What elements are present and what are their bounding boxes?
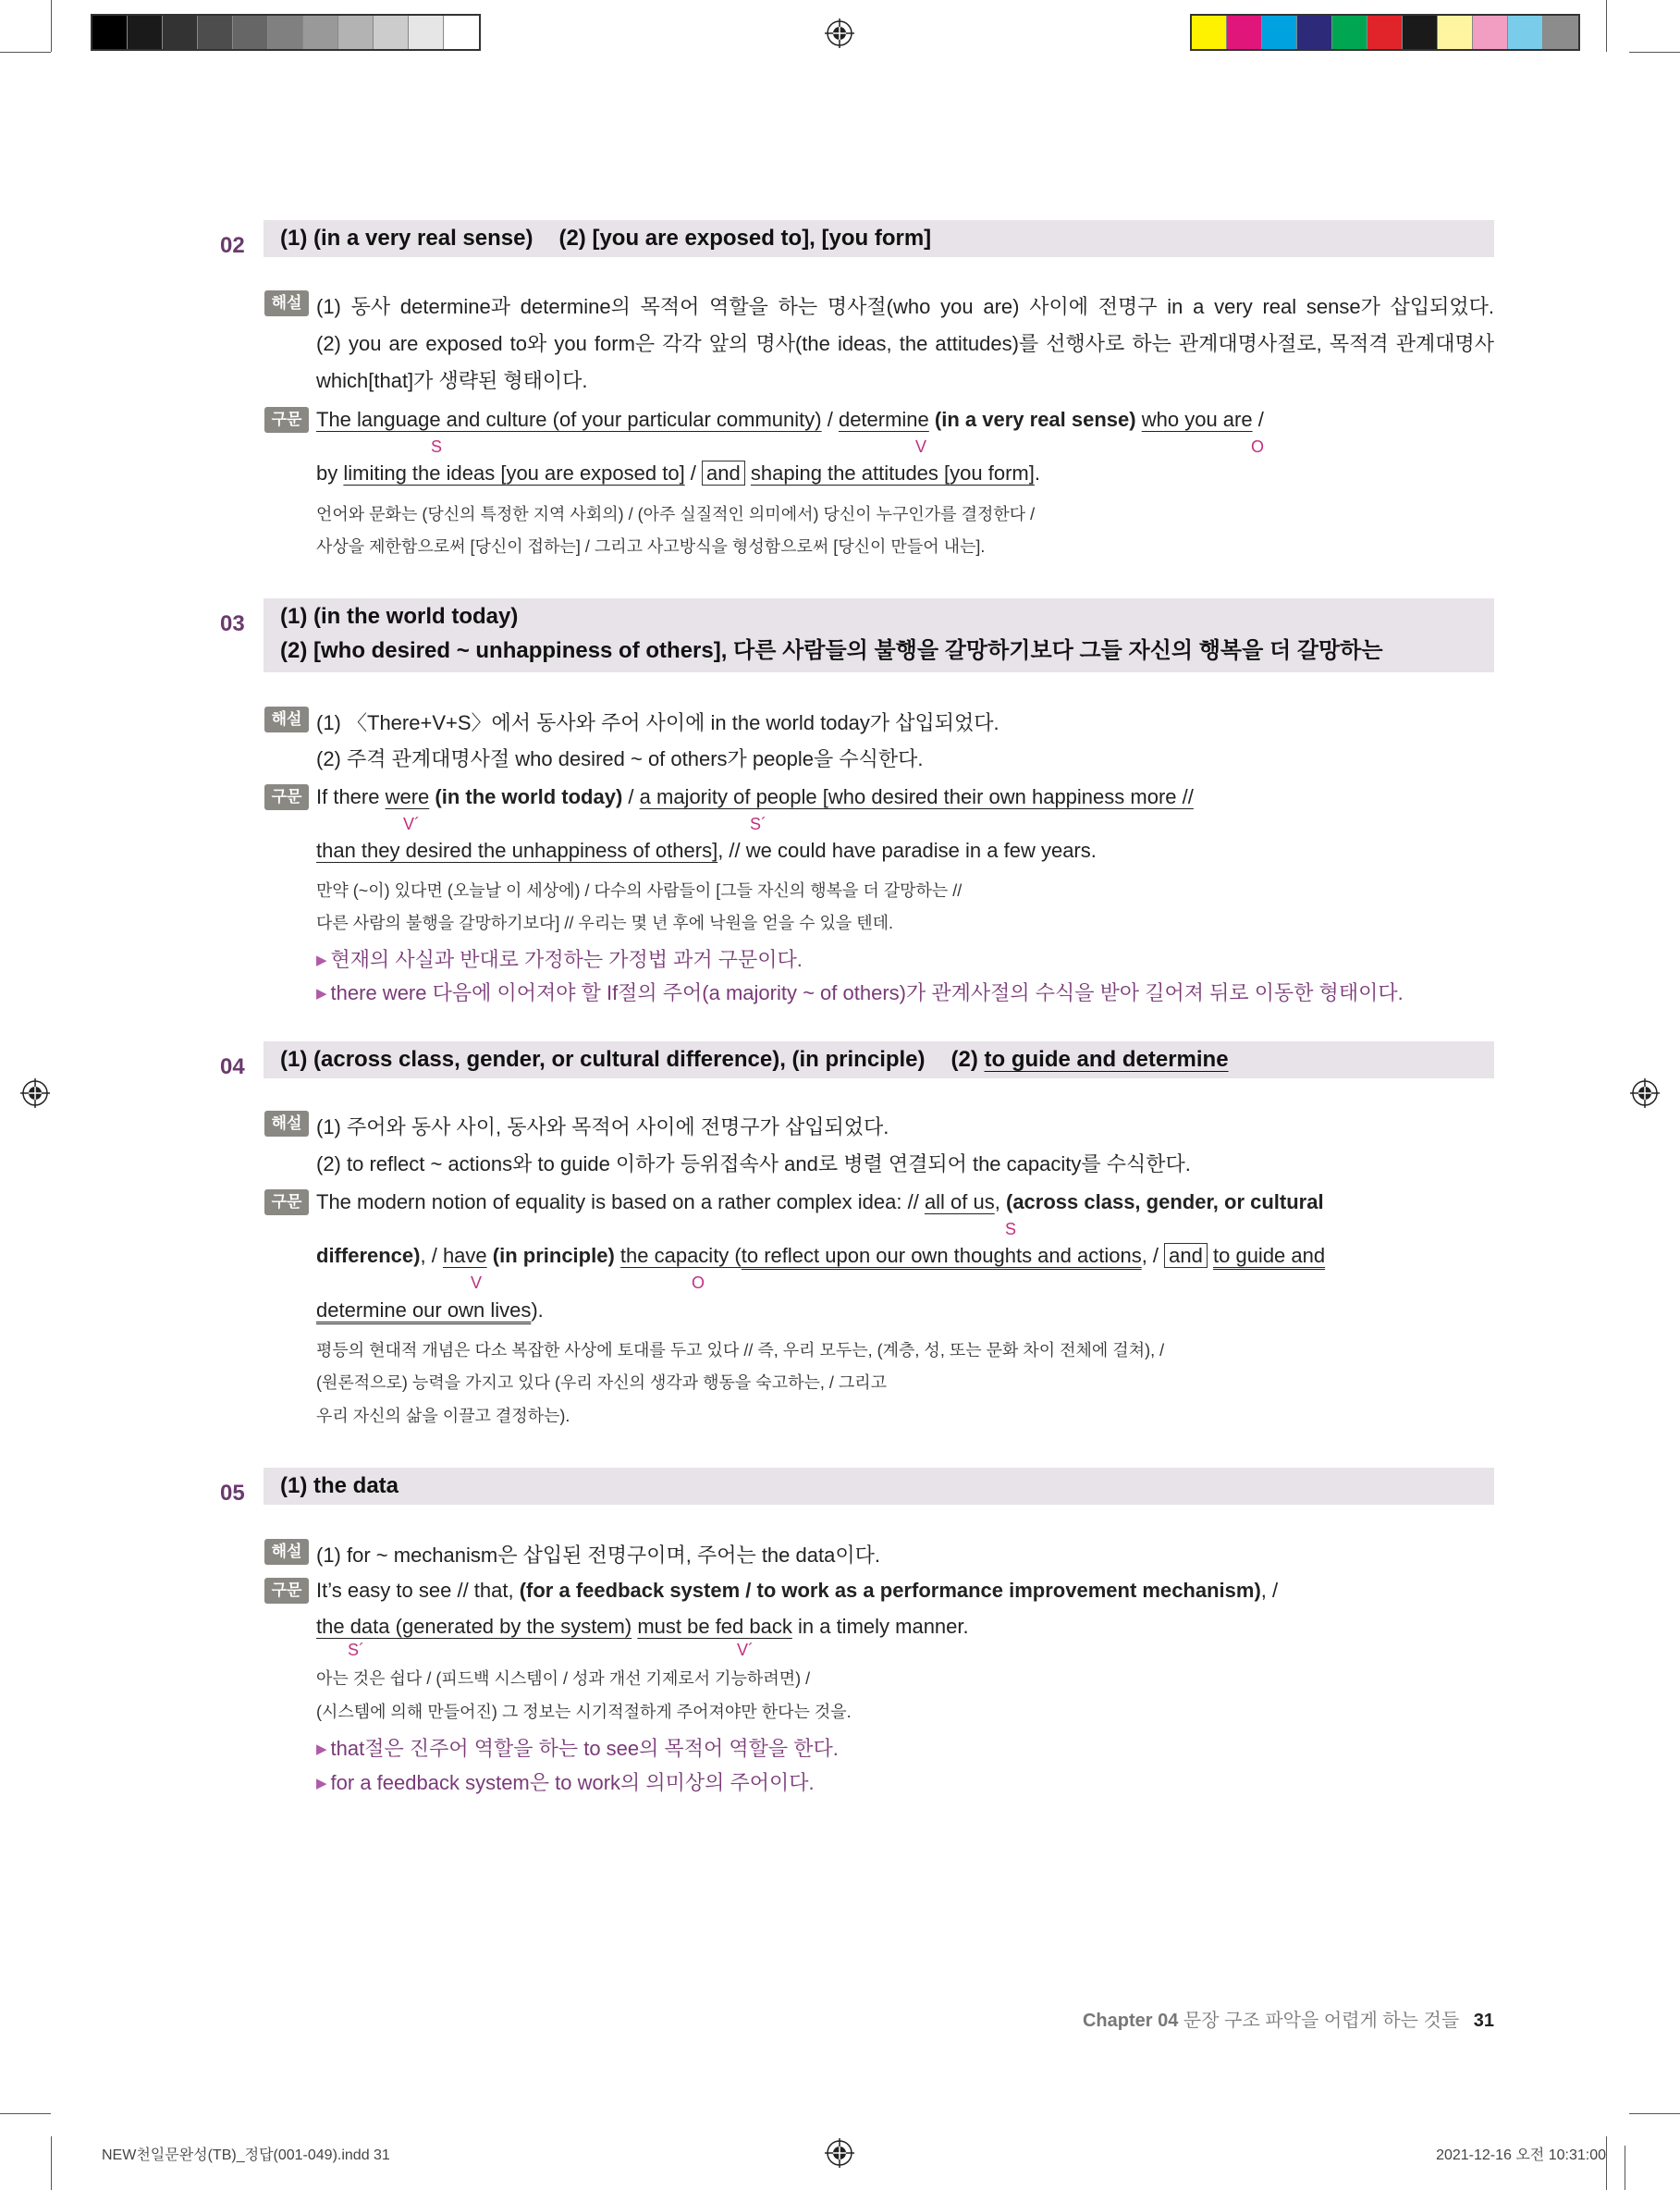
explanation-line: (2) you are exposed to와 you form은 각각 앞의 명사(the ideas, the attitudes)를 선행사로 하는 관계대명사절로, 목적격 관계대명사	[316, 332, 1494, 355]
sentence-line: The modern notion of equality is based on a rather complex idea: // all of us, (across class, gender, or cultural	[316, 1190, 1324, 1213]
chapter-label: Chapter 04	[1082, 2011, 1179, 2031]
triangle-bullet-icon: ▶	[316, 953, 327, 968]
crop-mark	[51, 2136, 52, 2190]
sentence-line: If there were (in the world today) / a majority of people [who desired their own happiness more //	[316, 785, 1194, 808]
gumun-tag: 구문	[264, 1189, 309, 1215]
gray-swatch	[303, 16, 338, 49]
role-label: V´	[737, 1641, 754, 1659]
registration-mark-icon	[20, 1078, 50, 1108]
page-number: 31	[1473, 2011, 1494, 2031]
color-swatch	[1192, 16, 1227, 49]
role-label: S	[431, 437, 443, 456]
gumun-tag: 구문	[264, 784, 309, 810]
answer-part: (1) (in the world today)	[280, 604, 519, 629]
color-calibration-strip	[1190, 14, 1580, 51]
note-line: ▶ for a feedback system은 to work의 의미상의 주어이다.	[316, 1771, 815, 1794]
color-swatch	[1543, 16, 1578, 49]
answer-part: (1) the data	[280, 1473, 399, 1498]
color-swatch	[1297, 16, 1332, 49]
translation-line: 만약 (~이) 있다면 (오늘날 이 세상에) / 다수의 사람들이 [그들 자신의 행복을 더 갈망하는 //	[316, 881, 963, 900]
question-number: 02	[220, 233, 245, 258]
role-label: V	[471, 1273, 483, 1292]
color-swatch	[1332, 16, 1367, 49]
explanation-line: (1) for ~ mechanism은 삽입된 전명구이며, 주어는 the data이다.	[316, 1544, 880, 1567]
answer-band	[264, 1468, 1494, 1505]
registration-mark-icon	[825, 2138, 854, 2168]
role-label: V	[915, 437, 927, 456]
explanation-line: (2) to reflect ~ actions와 to guide 이하가 등위접속사 and로 병렬 연결되어 the capacity를 수식한다.	[316, 1152, 1191, 1175]
gumun-tag: 구문	[264, 1578, 309, 1604]
gumun-tag: 구문	[264, 407, 309, 433]
crop-mark	[51, 0, 52, 52]
print-slug-file: NEW천일문완성(TB)_정답(001-049).indd 31	[102, 2147, 390, 2163]
answer-part: (2) [you are exposed to], [you form]	[558, 226, 932, 251]
haeseol-tag: 해설	[264, 290, 309, 316]
role-label: S´	[348, 1641, 364, 1659]
explanation-line: (1) 주어와 동사 사이, 동사와 목적어 사이에 전명구가 삽입되었다.	[316, 1115, 889, 1138]
sentence-line: It’s easy to see // that, (for a feedback system / to work as a performance improvement mechanism), /	[316, 1579, 1279, 1602]
translation-line: 사상을 제한함으로써 [당신이 접하는] / 그리고 사고방식을 형성함으로써 [당신이 만들어 내는].	[316, 537, 986, 556]
explanation-line: (2) 주격 관계대명사절 who desired ~ of others가 people을 수식한다.	[316, 747, 924, 770]
chapter-title: 문장 구조 파악을 어렵게 하는 것들	[1183, 2011, 1460, 2031]
answer-band	[264, 598, 1494, 672]
running-footer	[1083, 2005, 1494, 2032]
answer-part: (1) (across class, gender, or cultural difference), (in principle)	[280, 1047, 926, 1072]
role-label: O	[692, 1273, 705, 1292]
gray-swatch	[268, 16, 303, 49]
note-line: ▶ that절은 진주어 역할을 하는 to see의 목적어 역할을 한다.	[316, 1737, 839, 1760]
color-swatch	[1367, 16, 1403, 49]
role-label: V´	[403, 815, 420, 833]
registration-mark-icon	[825, 18, 854, 48]
answer-part: to guide and determine	[984, 1047, 1229, 1072]
print-slug-date: 2021-12-16 오전 10:31:00	[1436, 2147, 1606, 2163]
gray-swatch	[338, 16, 374, 49]
role-label: S´	[750, 815, 766, 833]
sentence-line: than they desired the unhappiness of others], // we could have paradise in a few years.	[316, 839, 1097, 862]
answer-band	[264, 220, 1494, 257]
crop-mark	[1629, 2113, 1680, 2114]
crop-mark	[0, 2113, 51, 2114]
crop-mark	[1629, 52, 1680, 53]
color-swatch	[1438, 16, 1473, 49]
role-label: S	[1005, 1220, 1017, 1238]
gray-calibration-strip	[91, 14, 481, 51]
color-swatch	[1403, 16, 1438, 49]
note-line: ▶ there were 다음에 이어져야 할 If절의 주어(a majority ~ of others)가 관계사절의 수식을 받아 길어져 뒤로 이동한 형태이다.	[316, 981, 1404, 1004]
answer-part: (2)	[950, 1047, 985, 1072]
triangle-bullet-icon: ▶	[316, 1741, 327, 1757]
haeseol-tag: 해설	[264, 707, 309, 732]
explanation-line: (1) 동사 determine과 determine의 목적어 역할을 하는 명사절(who you are) 사이에 전명구 in a very real sense가 삽입되었다.	[316, 295, 1494, 318]
answer-band	[264, 1041, 1494, 1078]
color-swatch	[1508, 16, 1543, 49]
haeseol-tag: 해설	[264, 1539, 309, 1565]
gray-swatch	[444, 16, 479, 49]
role-label: O	[1251, 437, 1265, 456]
translation-line: 언어와 문화는 (당신의 특정한 지역 사회의) / (아주 실질적인 의미에서) 당신이 누구인가를 결정한다 /	[316, 505, 1036, 523]
gray-swatch	[163, 16, 198, 49]
sentence-line: difference), / have (in principle) the capacity (to reflect upon our own thoughts and actions, / and to guide and	[316, 1244, 1326, 1267]
note-line: ▶ 현재의 사실과 반대로 가정하는 가정법 과거 구문이다.	[316, 948, 803, 971]
color-swatch	[1227, 16, 1262, 49]
translation-line: 아는 것은 쉽다 / (피드백 시스템이 / 성과 개선 기제로서 기능하려면) /	[316, 1669, 811, 1688]
crop-mark	[1606, 2136, 1607, 2190]
color-swatch	[1473, 16, 1508, 49]
sentence-line: determine our own lives).	[316, 1298, 544, 1322]
question-number: 03	[220, 611, 245, 636]
crop-mark	[0, 52, 51, 53]
triangle-bullet-icon: ▶	[316, 986, 327, 1002]
gray-swatch	[374, 16, 409, 49]
registration-mark-icon	[1630, 1078, 1660, 1108]
triangle-bullet-icon: ▶	[316, 1776, 327, 1791]
translation-line: (시스템에 의해 만들어진) 그 정보는 시기적절하게 주어져야만 한다는 것을.	[316, 1703, 852, 1721]
sentence-line: the data (generated by the system) must be fed back in a timely manner.	[316, 1615, 969, 1638]
answer-part: (2) [who desired ~ unhappiness of others], 다른 사람들의 불행을 갈망하기보다 그들 자신의 행복을 더 갈망하는	[280, 638, 1383, 663]
translation-line: 우리 자신의 삶을 이끌고 결정하는).	[316, 1407, 570, 1425]
color-swatch	[1262, 16, 1297, 49]
translation-line: (원론적으로) 능력을 가지고 있다 (우리 자신의 생각과 행동을 숙고하는, / 그리고	[316, 1373, 888, 1392]
crop-mark	[1606, 0, 1607, 52]
gray-swatch	[128, 16, 163, 49]
sentence-line: by limiting the ideas [you are exposed to] / and shaping the attitudes [you form].	[316, 461, 1040, 485]
answer-part: (1) (in a very real sense)	[280, 226, 533, 251]
gray-swatch	[198, 16, 233, 49]
explanation-line: which[that]가 생략된 형태이다.	[316, 369, 588, 392]
gray-swatch	[233, 16, 268, 49]
question-number: 05	[220, 1481, 245, 1506]
question-number: 04	[220, 1054, 245, 1079]
haeseol-tag: 해설	[264, 1111, 309, 1137]
sentence-line: The language and culture (of your particular community) / determine (in a very real sense) who you are /	[316, 408, 1264, 431]
translation-line: 평등의 현대적 개념은 다소 복잡한 사상에 토대를 두고 있다 // 즉, 우리 모두는, (계층, 성, 또는 문화 차이 전체에 걸쳐), /	[316, 1341, 1165, 1360]
gray-swatch	[92, 16, 128, 49]
translation-line: 다른 사람의 불행을 갈망하기보다] // 우리는 몇 년 후에 낙원을 얻을 수 있을 텐데.	[316, 914, 894, 932]
gray-swatch	[409, 16, 444, 49]
explanation-line: (1) 〈There+V+S〉에서 동사와 주어 사이에 in the world today가 삽입되었다.	[316, 711, 999, 734]
